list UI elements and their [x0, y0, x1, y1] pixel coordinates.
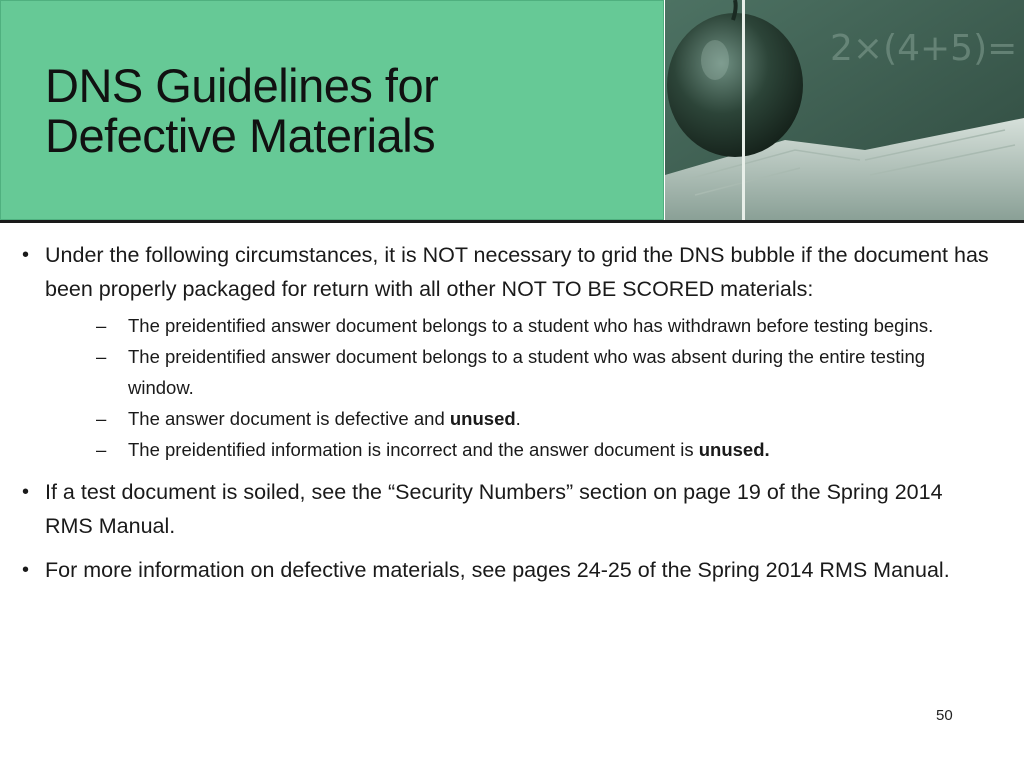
slide-body	[20, 238, 990, 597]
title-panel	[0, 0, 664, 220]
sub-bullet-text: The preidentified information is incorrect and the answer document is	[128, 439, 699, 460]
bullet-text: For more information on defective materials, see pages 24-25 of the Spring 2014 RMS Manual.	[45, 558, 950, 582]
page-number: 50	[936, 707, 953, 724]
bullet-marker: •	[22, 244, 30, 266]
emphasis-text: unused	[449, 408, 516, 429]
slide-title-line1: DNS Guidelines for	[45, 59, 439, 112]
bullet-marker: •	[22, 559, 30, 581]
bullet-item	[20, 553, 990, 587]
slide-title-line2: Defective Materials	[45, 109, 436, 162]
dash-marker: –	[96, 346, 107, 367]
apple-on-book-image	[665, 0, 1024, 220]
emphasis-text: unused.	[698, 439, 770, 460]
sub-bullet-text-end: .	[515, 408, 521, 429]
header-divider	[0, 220, 1024, 223]
slide-header	[0, 0, 1024, 222]
sub-bullet-item	[45, 341, 990, 403]
dash-marker: –	[96, 439, 107, 460]
bullet-item	[20, 238, 990, 465]
dash-marker: –	[96, 315, 107, 336]
sub-bullet-text: The answer document is defective and	[128, 408, 450, 429]
bullet-text: If a test document is soiled, see the “Security Numbers” section on page 19 of the Spring 2014 RMS Manual.	[45, 480, 943, 538]
sub-bullet-item	[45, 403, 990, 434]
slide-title	[45, 61, 645, 161]
sub-bullet-item	[45, 310, 990, 341]
sub-bullet-text: The preidentified answer document belongs to a student who has withdrawn before testing begins.	[128, 315, 934, 336]
bullet-item	[20, 475, 990, 543]
bullet-text: Under the following circumstances, it is NOT necessary to grid the DNS bubble if the document has been properly packaged for return with all other NOT TO BE SCORED materials:	[45, 243, 989, 301]
sub-bullet-text: The preidentified answer document belongs to a student who was absent during the entire testing window.	[128, 346, 926, 398]
dash-marker: –	[96, 408, 107, 429]
bullet-marker: •	[22, 481, 30, 503]
sub-bullet-item	[45, 434, 990, 465]
svg-text:2×(4+5)=: 2×(4+5)=	[830, 28, 1018, 69]
sub-bullet-list	[45, 310, 990, 465]
